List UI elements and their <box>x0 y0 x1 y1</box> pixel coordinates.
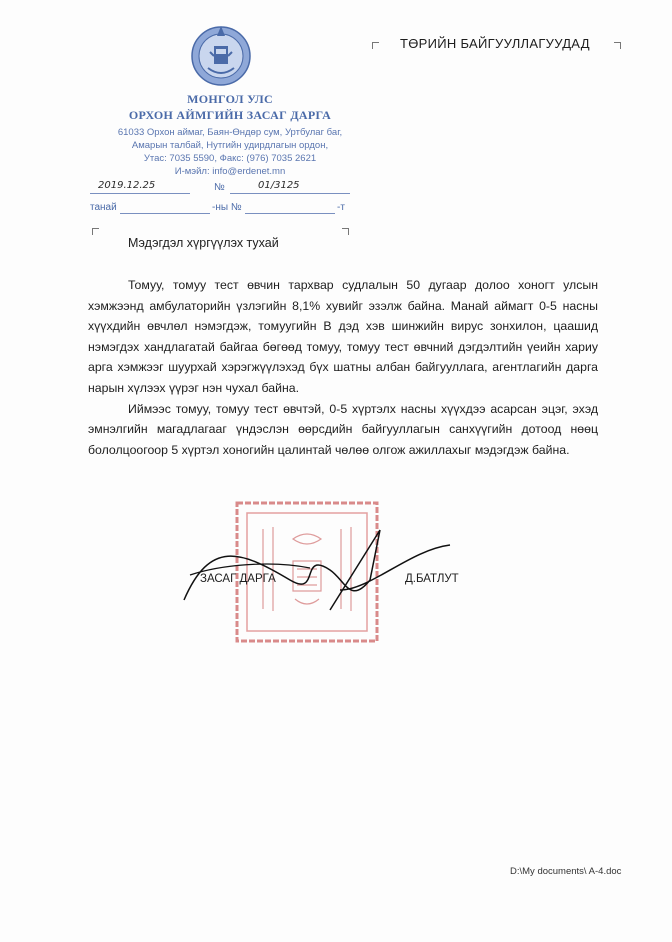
number-underline <box>230 193 350 194</box>
tanai-label: танай <box>90 202 117 213</box>
signer-name: Д.БАТЛУТ <box>405 573 459 585</box>
corner-bracket <box>372 42 379 49</box>
corner-bracket <box>614 42 621 49</box>
paragraph: Томуу, томуу тест өвчин тархвар судлалын 50 дугаар долоо хоногт улсын хэмжээнд амбулаторийн үзлэгийн 8,1% хувийг эзэлж байна. Манай аймагт 0-5 насны хүүхдийн өвчлөл нэмэгдэж, томуугийн В дэд хэв шинжийн вирус зонхилон, цаашид нэмэгдэх хандлагатай байгаа бөгөөд томуу, томуу тест өвчний дэгдэлтийн үеийн хариу арга хэмжээг шуурхай хэрэгжүүлэхэд бүх шатны албан байгууллага, агентлагийн дарга нарын хүлээх үүрэг нэн чухал байна. <box>88 278 598 395</box>
corner-bracket <box>342 228 349 235</box>
nii-label: -ны № <box>212 202 242 213</box>
letterhead <box>80 92 380 178</box>
date-value: 2019.12.25 <box>98 180 156 191</box>
handwritten-signature-icon <box>180 520 480 620</box>
address-line: И-мэйл: info@erdenet.mn <box>174 166 286 177</box>
address-line: Амарын талбай, Нутгийн удирдлагын ордон, <box>131 140 329 151</box>
number-value: 01/3125 <box>258 180 300 191</box>
reference-row <box>90 180 360 220</box>
number-label: № <box>214 182 225 193</box>
address-block <box>80 126 380 178</box>
letter-body <box>88 275 598 460</box>
country-name: МОНГОЛ УЛС <box>187 92 273 106</box>
address-line: 61033 Орхон аймаг, Баян-Өндөр сум, Уртбулаг баг, <box>117 127 343 138</box>
t-label: -т <box>337 202 345 213</box>
nii-underline <box>245 213 335 214</box>
date-underline <box>90 193 190 194</box>
tanai-underline <box>120 213 210 214</box>
footer-file-path: D:\My documents\ A-4.doc <box>510 866 622 877</box>
signer-role: ЗАСАГ ДАРГА <box>200 573 276 585</box>
address-line: Утас: 7035 5590, Факс: (976) 7035 2621 <box>143 153 317 164</box>
paragraph: Иймээс томуу, томуу тест өвчтэй, 0-5 хүртэлх насны хүүхдээ асарсан эцэг, эхэд эмнэлгийн магадлагааг үндэслэн өөрсдийн байгууллагын санхүүгийн дотоод нөөц бололцоогоор 5 хүртэл хоногийн цалинтай чөлөө олгож ажиллахыг мэдэгдэж байна. <box>88 401 598 457</box>
state-emblem-icon <box>190 22 252 88</box>
recipient: ТӨРИЙН БАЙГУУЛЛАГУУДАД <box>400 36 590 51</box>
corner-bracket <box>92 228 99 235</box>
office-name: ОРХОН АЙМГИЙН ЗАСАГ ДАРГА <box>128 108 332 122</box>
subject: Мэдэгдэл хүргүүлэх тухай <box>128 236 279 250</box>
